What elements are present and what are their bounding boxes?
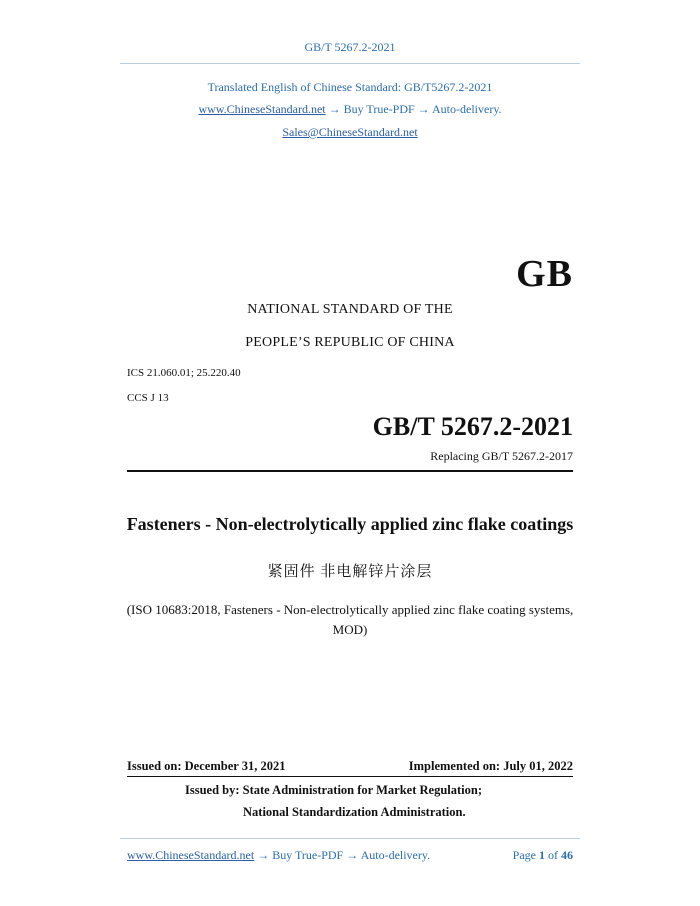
chinese-title: 紧固件 非电解锌片涂层 bbox=[267, 564, 433, 580]
email-link[interactable]: Sales@ChineseStandard.net bbox=[282, 125, 418, 139]
implemented-date: Implemented on: July 01, 2022 bbox=[408, 759, 573, 773]
page-label: Page bbox=[512, 848, 536, 862]
footer-purchase-notice bbox=[127, 848, 430, 863]
title-divider bbox=[127, 470, 573, 472]
page-current: 1 bbox=[539, 848, 545, 862]
national-standard-line2: PEOPLE’S REPUBLIC OF CHINA bbox=[245, 335, 455, 350]
ics-code: ICS 21.060.01; 25.220.40 bbox=[127, 367, 241, 379]
site-link[interactable]: www.ChineseStandard.net bbox=[198, 102, 326, 116]
replacing-note: Replacing GB/T 5267.2-2017 bbox=[430, 449, 573, 463]
ccs-code: CCS J 13 bbox=[127, 392, 169, 404]
dates-divider bbox=[127, 776, 573, 777]
translation-notice: Translated English of Chinese Standard: GB/T5267.2-2021 bbox=[207, 80, 493, 94]
issuer-line1: Issued by: State Administration for Market Regulation; bbox=[185, 783, 482, 797]
issued-date: Issued on: December 31, 2021 bbox=[127, 759, 286, 773]
page-total: 46 bbox=[561, 848, 573, 862]
iso-reference: (ISO 10683:2018, Fasteners - Non-electrolytically applied zinc flake coating systems, MOD) bbox=[126, 602, 574, 637]
english-title: Fasteners - Non-electrolytically applied zinc flake coatings bbox=[126, 514, 574, 534]
standard-number: GB/T 5267.2-2021 bbox=[372, 412, 573, 441]
purchase-notice-text: → Buy True-PDF → Auto-delivery. bbox=[325, 102, 502, 116]
email-row bbox=[0, 125, 700, 140]
footer-purchase-text: → Buy True-PDF → Auto-delivery. bbox=[254, 848, 431, 862]
national-standard-line1: NATIONAL STANDARD OF THE bbox=[247, 302, 453, 317]
header-divider bbox=[120, 63, 580, 64]
purchase-notice bbox=[0, 102, 700, 117]
gb-logo: GB bbox=[516, 253, 573, 295]
page-of: of bbox=[548, 848, 558, 862]
page-indicator bbox=[513, 848, 573, 863]
issuer-line2: National Standardization Administration. bbox=[243, 805, 466, 819]
footer-site-link[interactable]: www.ChineseStandard.net bbox=[127, 848, 255, 862]
running-header-title: GB/T 5267.2-2021 bbox=[304, 40, 396, 54]
footer-divider bbox=[120, 838, 580, 839]
